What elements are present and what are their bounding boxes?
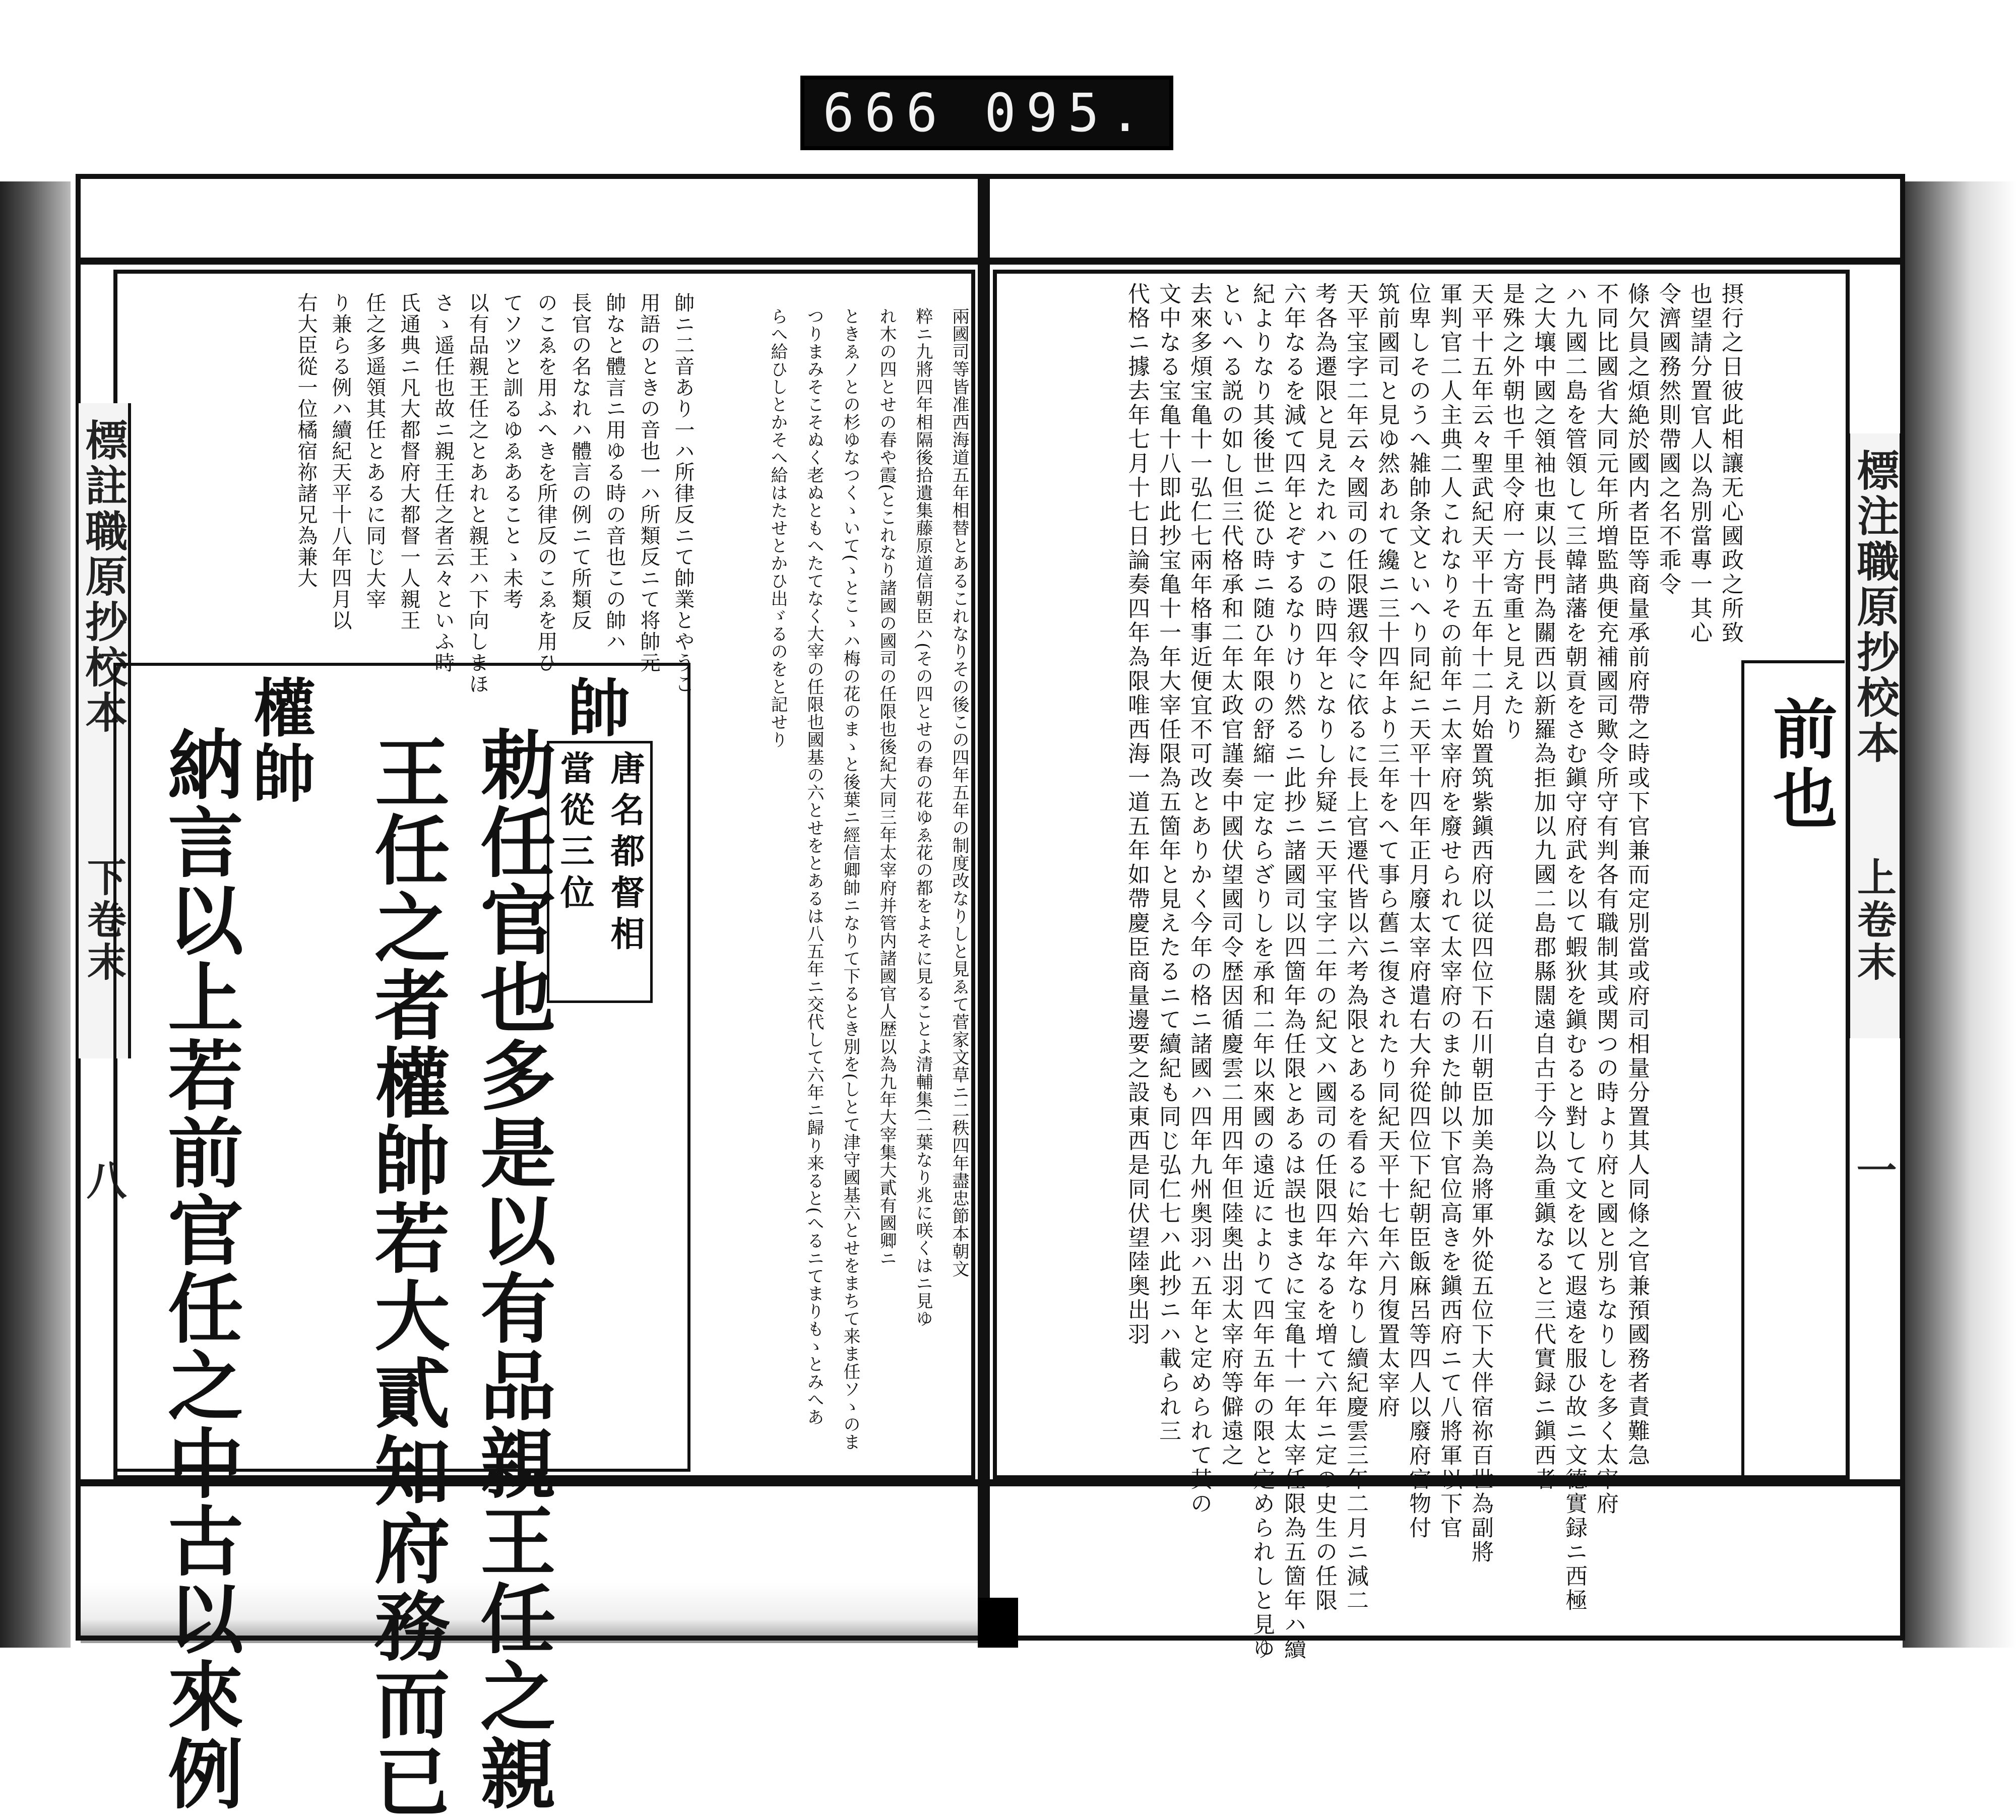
tang-name-line: 唐名都督相 <box>605 750 645 957</box>
note-column: 用語のときの音也一ハ所類反ニて将帥元 <box>637 292 660 673</box>
film-id-left: 666 <box>823 82 948 144</box>
term-qianye-heading: 前也 <box>1762 696 1838 835</box>
right-spine-volume: 上卷末 <box>1851 857 1897 984</box>
body-column: 考各為遷限と見えたれハこの時四年となりし弁疑ニ天平宝字二年の紀文ハ國司の任限四年なるを増て六年ニ定の史生の任限 <box>1311 282 1337 1613</box>
body-column: 天平宝字二年云々國司の任限選叙令に依るに長上官遷代皆以六考為限とあるを看るに始六年なりし續紀慶雲三年二月ニ減二 <box>1343 282 1368 1613</box>
body-column: 位卑しそのうへ雑帥条文といへり同紀ニ天平十四年正月廢太宰府遣右大弁從四位下紀朝臣飯麻呂等四人以廢府官物付 <box>1405 282 1431 1540</box>
right-spine-title: 標注職原抄校本 <box>1847 433 1903 1038</box>
body-column: ハ九國二島を管領して三韓諸藩を朝貢をさむ鎭守府武を以て蝦狄を鎭むると對して文を以て遐遠を服ひ故ニ文德實録ニ西極 <box>1561 282 1587 1613</box>
body-column: 六年なるを減て四年とぞするなりけり然るニ此抄ニ諸國司以四箇年為任限とあるは誤也まさに宝亀十一年太宰任限為五箇年ハ續 <box>1280 282 1306 1661</box>
body-column: 筑前國司と見ゆ然あれて纔ニ三十四年より三年をへて事ら舊ニ復されたり同紀天平十七年六月復置太宰府 <box>1374 282 1400 1419</box>
right-commentary-body <box>1000 282 1743 1661</box>
left-spine-title: 標註職原抄校本 <box>76 403 131 1058</box>
note-column: のこゑを用ふへきを所律反のこゑを用ひ <box>534 292 557 673</box>
body-column: といへる説の如し但三代格承和二年太政官謹奏中國伏望國司令歴因循慶雲二用四年但陸奥出羽太宰府等僻遠之 <box>1218 282 1243 1468</box>
body-column: 紀よりなり其後世ニ從ひ時ニ随ひ年限の舒縮一定ならざりしを承和二年以來國の遠近によりて四年五年の限と定められしと見ゆ <box>1249 282 1275 1661</box>
note-column: 帥なと體言ニ用ゆる時の音也この帥ハ <box>603 292 626 652</box>
note-column: 以有品親王任之とあれと親王ハ下向しまほ <box>466 292 489 695</box>
commentary-column: つりまみそこそぬく老ぬともへたてなく大宰の任限也國基の六とせをとあるは八五年ニ交代して六年ニ歸り来ると(へるニてまりもゝとみへあ <box>804 307 824 1426</box>
note-column: てソツと訓るゆゑあることゝ未考 <box>500 292 523 610</box>
spine-bottom <box>978 1598 1018 1648</box>
body-column: 令濟國務然則帶國之名不乖令 <box>1655 282 1681 597</box>
commentary-column: れ木の四とせの春や霞(とこれなり諸國の國司の任限也後紀大同三年太宰府并管内諸國官人歴以為九年大宰集大貳有國卿ニ <box>876 307 897 1268</box>
tang-name-box <box>547 741 653 1003</box>
body-column: 天平十五年云々聖武紀天平十五年十二月始置筑紫鎭西府以従四位下石川朝臣加美為將軍外從五位下大伴宿祢百世為副將 <box>1468 282 1493 1564</box>
note-column: さゝ遥任也故ニ親王任之者云々といふ時 <box>431 292 455 673</box>
left-spine-volume: 下卷末 <box>81 857 127 984</box>
main-text-column: 勅任官也多是以有品親王任之親 <box>467 726 556 1812</box>
note-column: 氏通典ニ凡大都督府大都督一人親王 <box>397 292 420 631</box>
commentary-column: 兩國司等皆准西海道五年相替とあるこれなりその後この四年五年の制度改なりしと見ゑて菅家文草ニ二秩四年盡忠節本朝文 <box>949 307 969 1278</box>
commentary-column: 粹ニ九將四年相隔後拾遺集藤原道信朝臣ハ(その四とせの春の花ゆゑ花の都をよそに見ることよ清輔集(二葉なり兆に咲くはニ見ゆ <box>913 307 933 1328</box>
film-id-right: 095. <box>984 82 1151 144</box>
note-column: 長官の名なれハ體言の例ニて所類反 <box>569 292 592 631</box>
term-shuai-heading: 帥 <box>557 675 631 738</box>
body-column: 是殊之外朝也千里令府一方寄重と見えたり <box>1499 282 1525 742</box>
body-column: 也望請分置官人以為別當專一其心 <box>1686 282 1712 645</box>
body-column: 不同比國省大同元年所増監典便充補國司歟令所守有判各有職制其或関つの時より府と國と別ちなりしを多く太宰府 <box>1593 282 1618 1516</box>
note-column: り兼らる例ハ續紀天平十八年四月以 <box>329 292 352 631</box>
right-edge-shadow <box>1903 181 2016 1648</box>
main-text-column: 王任之者權帥若大貳知府務而已 <box>361 733 450 1820</box>
body-column: 條欠員之煩絶於國内者臣等商量承前府帶之時或下官兼而定別當或府司相量分置其人同條之官兼預國務者責難急 <box>1624 282 1650 1468</box>
body-column: 軍判官二人主典二人これなりその前年ニ太宰府を廢せられて太宰府のまた帥以下官位高きを鎭西府ニて八將軍以下官 <box>1436 282 1462 1540</box>
note-column: 帥ニ二音あり一ハ所律反ニて帥業とやうこ <box>671 292 695 695</box>
body-column: 文中なる宝亀十八即此抄宝亀十一年大宰任限為五箇年と見えたるニて續紀も同じ弘仁七ハ此抄ニハ載られ三 <box>1155 282 1181 1444</box>
main-text-column: 納言以上若前官任之中古以來例 <box>155 726 243 1812</box>
body-column: 代格ニ據去年七月十七日論奏四年為限唯西海一道五年如帶慶臣商量邊要之設東西是同伏望陸奥出羽 <box>1124 282 1150 1347</box>
left-commentary-notes <box>706 307 969 1451</box>
body-column: 之大壤中國之領袖也東以長門為關西以新羅為拒加以九國二島郡縣闊遠自古于今以為重鎭なると三代實録ニ鎭西者 <box>1530 282 1556 1492</box>
note-column: 右大臣從一位橘宿祢諸兄為兼大 <box>294 292 318 589</box>
term-quanshuai-heading: 權帥 <box>242 675 316 806</box>
left-edge-shadow <box>0 181 71 1648</box>
body-column: 去來多煩宝亀十一弘仁七兩年格事近便宜不可改とありかく今年の格ニ諸國ハ四年九州奥羽ハ五年と定められて其の <box>1186 282 1212 1516</box>
film-id-label <box>800 76 1173 150</box>
top-band <box>81 179 1900 265</box>
note-column: 任之多遥領其任とあるに同じ大宰 <box>363 292 386 610</box>
commentary-column: ときゑノとの杉ゆなつくゝいて(ゝとこゝハ梅の花のまゝと後葉ニ經信卿帥ニなりて下るとき別を(しとて津守國基六とせをまちて来ま任ソゝのま <box>840 307 860 1451</box>
book-spine <box>978 179 990 1641</box>
left-page-number: 八 <box>80 1159 127 1203</box>
tang-name-line: 當從三位 <box>554 750 595 916</box>
left-upper-notes <box>123 292 695 695</box>
body-column: 摂行之日彼此相讓无心國政之所致 <box>1718 282 1743 645</box>
right-page-number: 一 <box>1850 1149 1897 1193</box>
commentary-column: らへ給ひしとかそへ給はたせとかひ出ゞるのをと記せり <box>768 307 788 748</box>
